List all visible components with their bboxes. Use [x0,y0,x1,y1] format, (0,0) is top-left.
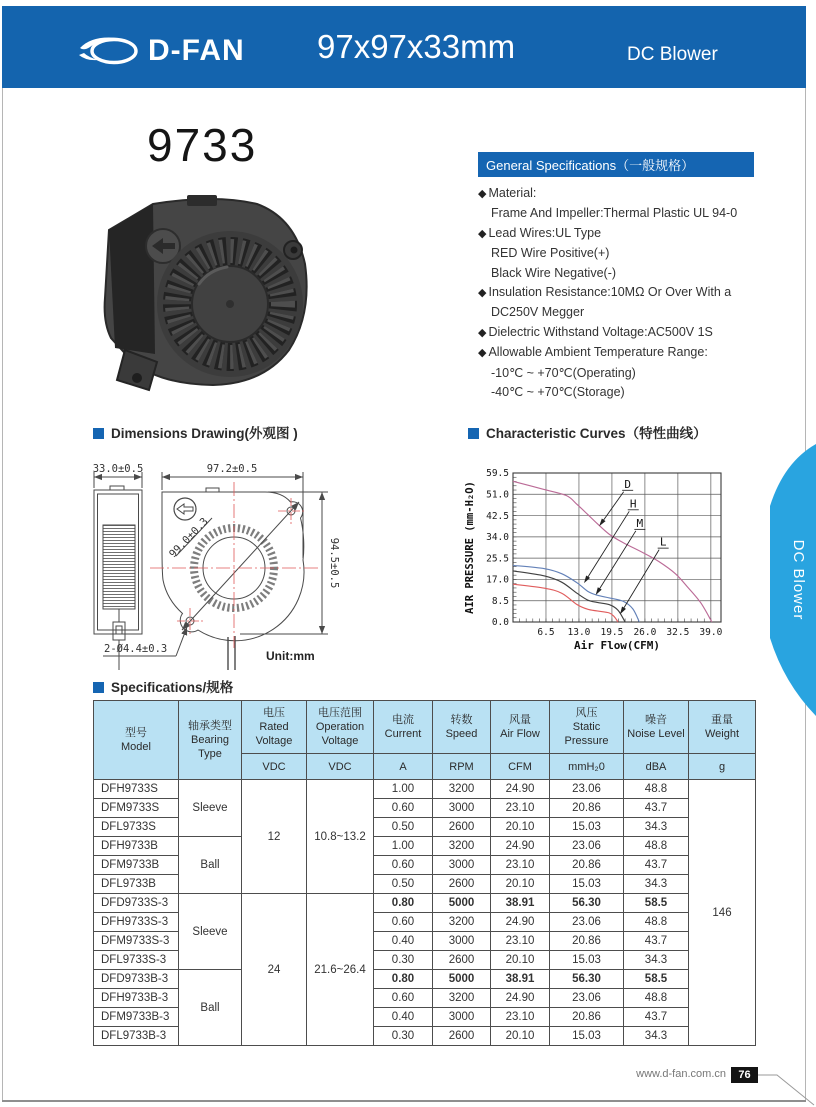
blue-square-icon [93,682,104,693]
airflow-cell: 20.10 [491,951,550,970]
table-row [94,837,756,856]
speed-cell: 2600 [433,818,491,837]
pressure-cell: 20.86 [550,799,624,818]
speed-cell: 5000 [433,894,491,913]
model-cell: DFH9733B [94,837,179,856]
model-cell: DFL9733S-3 [94,951,179,970]
svg-text:13.0: 13.0 [567,627,591,638]
noise-cell: 48.8 [624,913,689,932]
pressure-cell: 23.06 [550,913,624,932]
model-cell: DFM9733S-3 [94,932,179,951]
curves-section-header: Characteristic Curves（特性曲线） [468,422,707,442]
svg-text:8.5: 8.5 [491,595,509,607]
svg-text:L: L [659,535,667,549]
svg-text:M: M [636,516,644,530]
svg-text:26.0: 26.0 [633,627,657,638]
speed-cell: 2600 [433,1027,491,1046]
speed-cell: 3200 [433,837,491,856]
unit-cell: g [689,754,756,780]
svg-text:17.0: 17.0 [486,574,509,586]
spec-item: Black Wire Negative(-) [491,265,617,280]
model-cell: DFM9733S [94,799,179,818]
current-cell: 1.00 [374,837,433,856]
diamond-bullet-icon: ◆ [478,188,487,200]
holes-dimension-label: 2-Ø4.4±0.3 [104,643,168,655]
blue-square-icon [468,428,479,439]
pressure-cell: 15.03 [550,818,624,837]
specs-section-header: Specifications/规格 [93,676,233,696]
header-bar [2,6,806,88]
col-model: 型号 Model [94,701,179,780]
current-cell: 0.30 [374,951,433,970]
noise-cell: 34.3 [624,875,689,894]
spec-item: ◆ Material: [478,186,537,200]
left-border [2,6,3,1102]
pressure-cell: 20.86 [550,856,624,875]
speed-cell: 5000 [433,970,491,989]
pressure-cell: 15.03 [550,1027,624,1046]
current-cell: 0.30 [374,1027,433,1046]
speed-cell: 3000 [433,1008,491,1027]
svg-text:D: D [624,477,631,491]
size-title: 97x97x33mm [317,28,516,65]
diamond-bullet-icon: ◆ [478,347,487,360]
characteristic-curves-chart [463,450,763,655]
col-airflow: 风量 Air Flow [491,701,550,754]
spec-item: Frame And Impeller:Thermal Plastic UL 94-0 [491,206,738,221]
svg-text:39.0: 39.0 [699,627,723,638]
current-cell: 0.50 [374,818,433,837]
airflow-cell: 23.10 [491,1008,550,1027]
model-cell: DFL9733B-3 [94,1027,179,1046]
airflow-cell: 23.10 [491,932,550,951]
spec-item: DC250V Megger [491,305,585,320]
col-static-pressure: 风压 Static Pressure [550,701,624,754]
airflow-cell: 24.90 [491,913,550,932]
footer-corner-line [755,1065,816,1107]
svg-text:AIR PRESSURE (mm-H₂O): AIR PRESSURE (mm-H₂O) [464,481,476,614]
speed-cell: 3000 [433,799,491,818]
model-cell: DFH9733S-3 [94,913,179,932]
airflow-cell: 24.90 [491,989,550,1008]
depth-dimension-label: 33.0±0.5 [92,463,144,475]
bearing-cell: Ball [179,837,242,894]
pressure-cell: 20.86 [550,1008,624,1027]
unit-cell: VDC [242,754,307,780]
voltage-range-cell: 21.6~26.4 [307,894,374,1046]
diamond-bullet-icon: ◆ [478,227,487,240]
current-cell: 1.00 [374,780,433,799]
current-cell: 0.60 [374,989,433,1008]
svg-text:25.5: 25.5 [486,553,509,565]
pressure-cell: 23.06 [550,989,624,1008]
spec-item: ◆ Dielectric Withstand Voltage:AC500V 1S [478,324,713,339]
col-operation-voltage: 电压范围 Operation Voltage [307,701,374,754]
current-cell: 0.60 [374,799,433,818]
bearing-cell: Ball [179,970,242,1046]
table-header-row [94,701,756,754]
brand-name: D-FAN [148,34,245,67]
col-speed: 转数 Speed [433,701,491,754]
current-cell: 0.50 [374,875,433,894]
model-cell: DFM9733B [94,856,179,875]
height-dimension-label: 94.5±0.5 [328,537,340,589]
noise-cell: 43.7 [624,932,689,951]
dimensions-drawing [88,452,443,677]
speed-cell: 3200 [433,989,491,1008]
svg-text:6.5: 6.5 [537,627,555,638]
model-cell: DFL9733S [94,818,179,837]
col-rated-voltage: 电压 Rated Voltage [242,701,307,754]
pressure-cell: 56.30 [550,970,624,989]
diamond-bullet-icon: ◆ [478,326,487,339]
pressure-cell: 20.86 [550,932,624,951]
voltage-range-cell: 10.8~13.2 [307,780,374,894]
model-number: 9733 [147,119,258,171]
current-cell: 0.60 [374,913,433,932]
svg-text:51.0: 51.0 [486,489,509,501]
col-bearing: 轴承类型 Bearing Type [179,701,242,780]
table-row [94,780,756,799]
unit-cell: mmH₂0 [550,754,624,780]
current-cell: 0.40 [374,932,433,951]
general-specs-panel [478,152,778,402]
website-url: www.d-fan.com.cn [636,1068,726,1080]
unit-cell: dBA [624,754,689,780]
page-number-badge: 76 [731,1067,758,1083]
unit-cell: CFM [491,754,550,780]
current-cell: 0.80 [374,894,433,913]
svg-text:H: H [629,497,637,511]
airflow-cell: 20.10 [491,818,550,837]
rated-voltage-cell: 24 [242,894,307,1046]
weight-cell: 146 [689,780,756,1046]
svg-text:32.5: 32.5 [666,627,690,638]
col-weight: 重量 Weight [689,701,756,754]
table-row [94,894,756,913]
pressure-cell: 23.06 [550,837,624,856]
current-cell: 0.80 [374,970,433,989]
noise-cell: 34.3 [624,818,689,837]
model-cell: DFM9733B-3 [94,1008,179,1027]
specifications-table [93,700,756,1046]
bottom-border [2,1100,806,1102]
speed-cell: 3200 [433,780,491,799]
unit-cell: VDC [307,754,374,780]
pressure-cell: 23.06 [550,780,624,799]
width-dimension-label: 97.2±0.5 [206,463,258,475]
speed-cell: 2600 [433,951,491,970]
bearing-cell: Sleeve [179,780,242,837]
model-cell: DFH9733S [94,780,179,799]
spec-item: ◆ Insulation Resistance:10MΩ Or Over With a [478,285,732,300]
airflow-cell: 24.90 [491,837,550,856]
noise-cell: 34.3 [624,1027,689,1046]
noise-cell: 43.7 [624,856,689,875]
airflow-cell: 38.91 [491,970,550,989]
speed-cell: 3200 [433,913,491,932]
product-photo [95,192,310,392]
product-type: DC Blower [627,44,718,65]
pressure-cell: 15.03 [550,951,624,970]
noise-cell: 43.7 [624,1008,689,1027]
airflow-cell: 20.10 [491,875,550,894]
pressure-cell: 15.03 [550,875,624,894]
noise-cell: 48.8 [624,780,689,799]
airflow-cell: 23.10 [491,799,550,818]
svg-text:59.5: 59.5 [486,468,509,480]
model-cell: DFD9733S-3 [94,894,179,913]
svg-text:19.5: 19.5 [600,627,624,638]
airflow-cell: 20.10 [491,1027,550,1046]
noise-cell: 58.5 [624,894,689,913]
model-cell: DFH9733B-3 [94,989,179,1008]
bearing-cell: Sleeve [179,894,242,970]
noise-cell: 48.8 [624,837,689,856]
spec-item: -40℃ ~ +70℃(Storage) [491,385,625,400]
svg-text:Air Flow(CFM): Air Flow(CFM) [573,639,661,652]
table-row [94,970,756,989]
diagonal-dimension-label: 99.0±0.3 [166,515,211,561]
airflow-cell: 38.91 [491,894,550,913]
unit-label: Unit:mm [266,649,315,663]
col-noise: 噪音 Noise Level [624,701,689,754]
svg-text:0.0: 0.0 [491,617,509,629]
noise-cell: 43.7 [624,799,689,818]
noise-cell: 58.5 [624,970,689,989]
noise-cell: 34.3 [624,951,689,970]
col-current: 电流 Current [374,701,433,754]
noise-cell: 48.8 [624,989,689,1008]
general-specs-title: General Specifications（一般规格） [478,152,754,177]
current-cell: 0.40 [374,1008,433,1027]
spec-item: ◆ Allowable Ambient Temperature Range: [478,345,708,360]
model-cell: DFD9733B-3 [94,970,179,989]
spec-item: RED Wire Positive(+) [491,246,610,261]
speed-cell: 3000 [433,932,491,951]
spec-item: ◆ Lead Wires:UL Type [478,225,602,240]
general-specs-list [478,184,778,402]
unit-cell: RPM [433,754,491,780]
svg-text:42.5: 42.5 [486,510,509,522]
side-tab [764,438,816,723]
speed-cell: 3000 [433,856,491,875]
pressure-cell: 56.30 [550,894,624,913]
side-tab-label: DC Blower [790,539,807,621]
airflow-cell: 24.90 [491,780,550,799]
model-cell: DFL9733B [94,875,179,894]
current-cell: 0.60 [374,856,433,875]
rated-voltage-cell: 12 [242,780,307,894]
dimensions-section-header: Dimensions Drawing(外观图 ) [93,422,298,442]
unit-cell: A [374,754,433,780]
diamond-bullet-icon: ◆ [478,287,487,300]
spec-item: -10℃ ~ +70℃(Operating) [491,365,636,380]
airflow-cell: 23.10 [491,856,550,875]
speed-cell: 2600 [433,875,491,894]
svg-text:34.0: 34.0 [486,532,509,544]
dfan-logo-icon [78,32,144,70]
blue-square-icon [93,428,104,439]
